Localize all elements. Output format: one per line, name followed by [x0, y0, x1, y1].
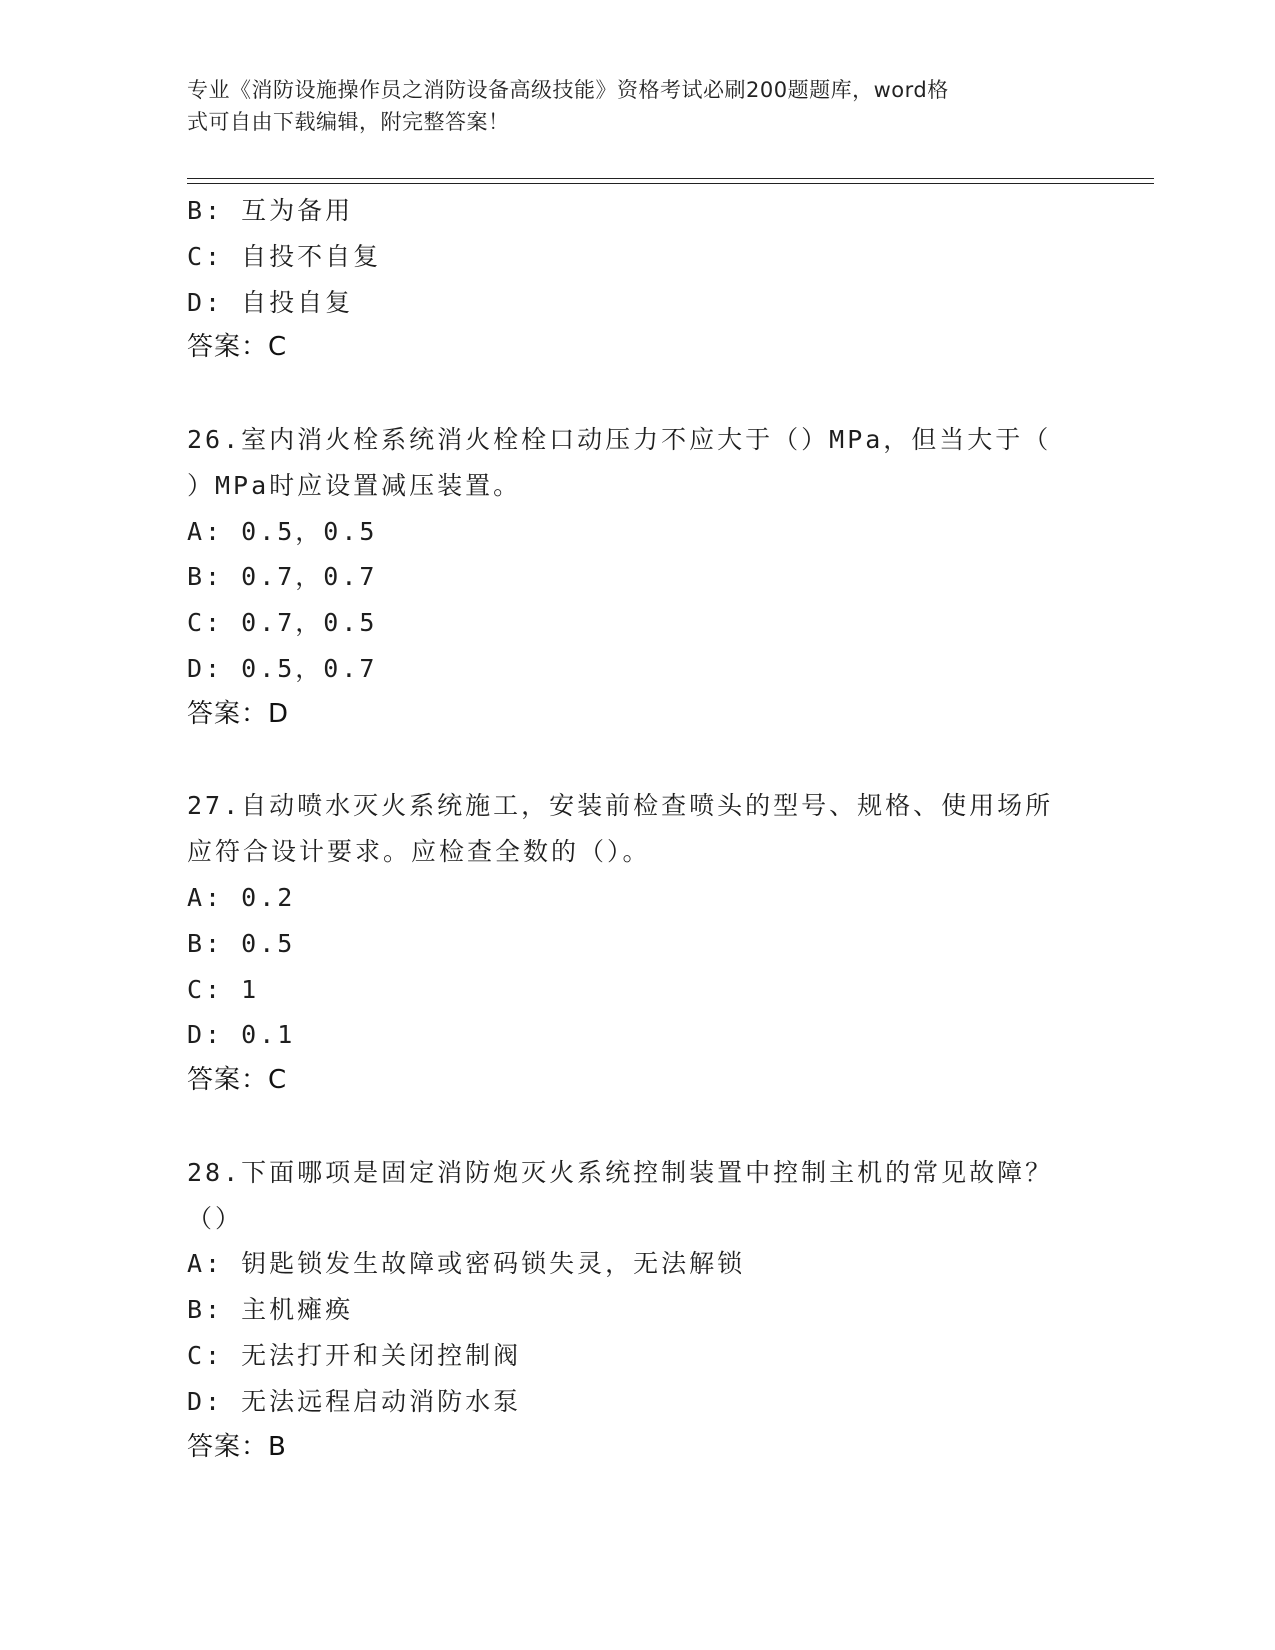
- answer-line: 答案：C: [187, 1065, 288, 1096]
- header-divider-bottom: [187, 183, 1154, 184]
- option-b: B: 0.7，0.7: [187, 562, 378, 592]
- question-block-26: [187, 417, 1087, 738]
- spacer: [187, 738, 1087, 784]
- answer-line: 答案：B: [187, 1431, 287, 1462]
- question-block-continued: [187, 188, 1087, 371]
- header-line-2: 式可自由下载编辑，附完整答案！: [187, 110, 510, 134]
- option-a: A: 0.5，0.5: [187, 516, 378, 546]
- spacer: [187, 371, 1087, 417]
- option-b: B: 0.5: [187, 928, 296, 958]
- header-divider-top: [187, 178, 1154, 179]
- answer-line: 答案：D: [187, 698, 290, 729]
- question-stem-line: （）: [187, 1203, 244, 1233]
- answer-line: 答案：C: [187, 332, 288, 363]
- document-header: [187, 74, 1067, 138]
- option-d: D: 无法远程启动消防水泵: [187, 1386, 522, 1416]
- question-block-27: [187, 783, 1087, 1104]
- question-stem-line: 应符合设计要求。应检查全数的（）。: [187, 837, 651, 867]
- question-stem-line: 28.下面哪项是固定消防炮灭火系统控制装置中控制主机的常见故障？: [187, 1157, 1054, 1187]
- option-c: C: 自投不自复: [187, 241, 382, 271]
- question-block-28: [187, 1150, 1087, 1471]
- spacer: [187, 1104, 1087, 1150]
- option-d: D: 0.5，0.7: [187, 653, 378, 683]
- option-b: B: 互为备用: [187, 196, 354, 225]
- option-c: C: 无法打开和关闭控制阀: [187, 1340, 522, 1370]
- option-d: D: 自投自复: [187, 287, 354, 317]
- option-a: A: 钥匙锁发生故障或密码锁失灵，无法解锁: [187, 1249, 746, 1279]
- header-line-1: 专业《消防设施操作员之消防设备高级技能》资格考试必刷200题题库，word格: [187, 78, 949, 102]
- question-stem-line: 27.自动喷水灭火系统施工，安装前检查喷头的型号、规格、使用场所: [187, 791, 1054, 821]
- question-stem-line: 26.室内消火栓系统消火栓栓口动压力不应大于（）MPa，但当大于（: [187, 424, 1052, 454]
- option-d: D: 0.1: [187, 1020, 296, 1050]
- option-b: B: 主机瘫痪: [187, 1295, 354, 1325]
- option-c: C: 1: [187, 974, 260, 1004]
- question-stem-line: ）MPa时应设置减压装置。: [187, 470, 522, 500]
- option-a: A: 0.2: [187, 882, 296, 912]
- question-list: [187, 188, 1087, 1470]
- option-c: C: 0.7，0.5: [187, 608, 378, 638]
